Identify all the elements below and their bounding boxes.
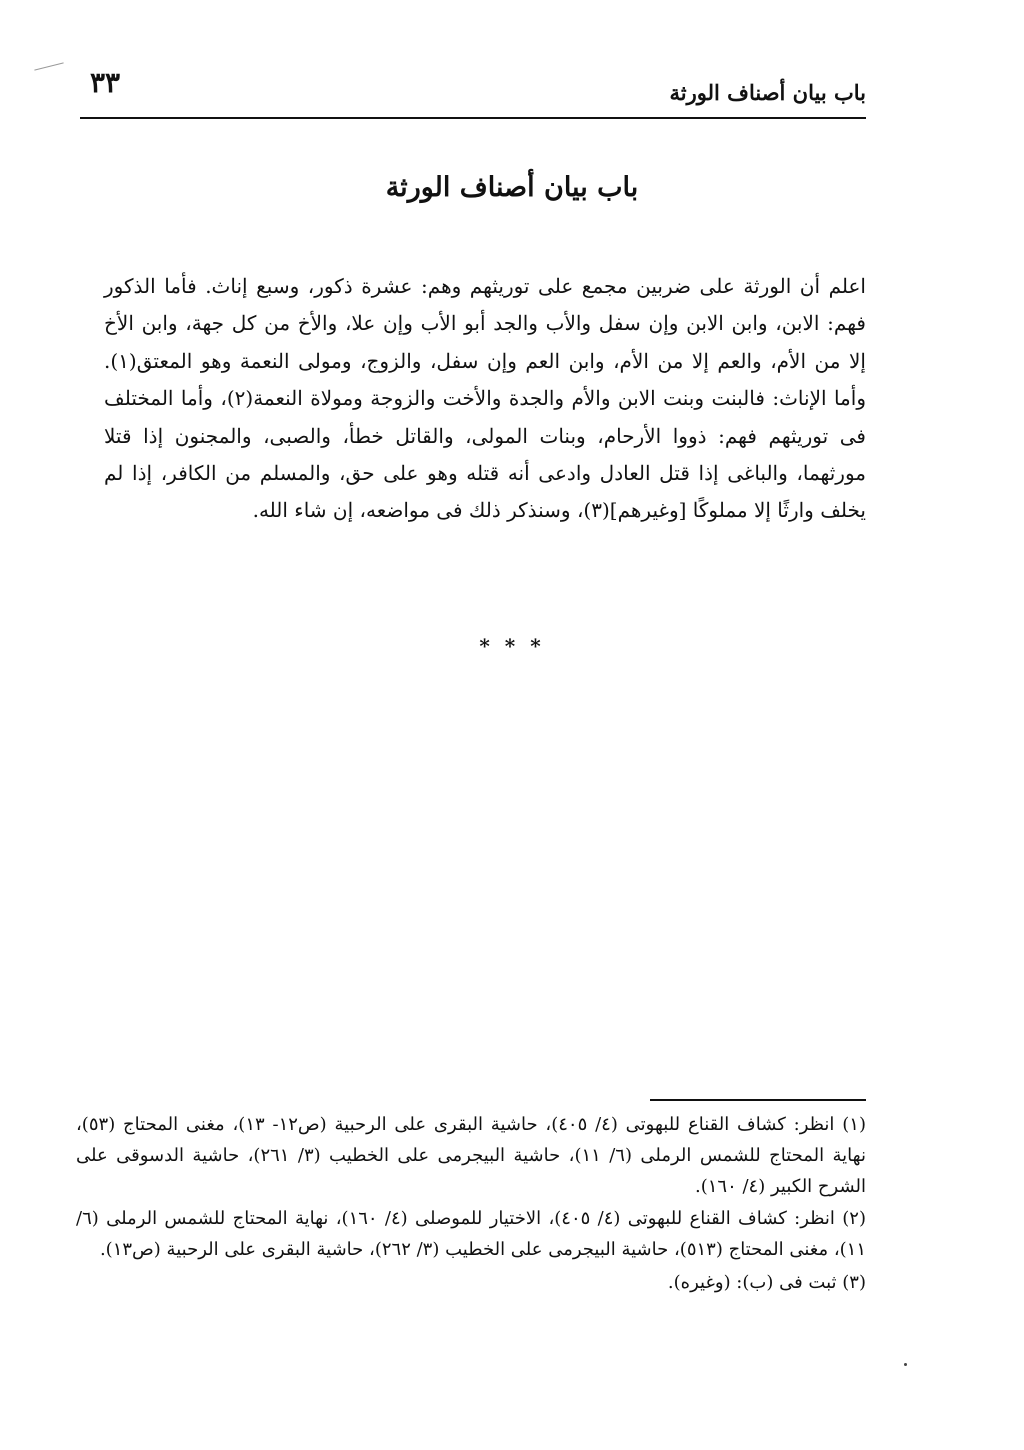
footnote-3 — [76, 1268, 866, 1299]
chapter-title: باب بيان أصناف الورثة — [385, 172, 639, 203]
scan-mark — [34, 62, 63, 70]
running-title: باب بيان أصناف الورثة — [669, 80, 866, 105]
footnote-text: ثبت فى (ب): (وغيره). — [667, 1271, 837, 1293]
footnote-marker: (١) — [842, 1114, 866, 1135]
footnote-marker: (٢) — [842, 1208, 866, 1230]
footnote-marker: (٣) — [842, 1271, 866, 1293]
footnote-text: انظر: كشاف القناع للبهوتى (٤/ ٤٠٥)، الاختيار للموصلى (٤/ ١٦٠)، نهاية المحتاج للشمس الرملى (٦/ ١١)، مغنى المحتاج (٥١٣)، حاشية البيجرمى على الخطيب (٣/ ٢٦٢)، حاشية البقرى على الرحبية (ص١٣). — [76, 1208, 866, 1261]
section-end-stars: * * * — [479, 634, 545, 658]
page-number: ٣٣ — [90, 66, 121, 99]
footnote-2 — [76, 1204, 866, 1266]
body-paragraph: اعلم أن الورثة على ضربين مجمع على توريثهم وهم: عشرة ذكور، وسبع إناث. فأما الذكور فهم: الابن، وابن الابن وإن سفل والأب والجد أبو الأب وإن علا، والأخ من كل جهة، وابن الأخ إلا من الأم، والعم إلا من الأم، وابن العم وإن سفل، والزوج، ومولى النعمة وهو المعتق(١). وأما الإناث: فالبنت وبنت الابن والأم والجدة والأخت والزوجة ومولاة النعمة(٢)، وأما المختلف فى توريثهم فهم: ذووا الأرحام، وبنات المولى، والقاتل خطأ، والصبى، والمجنون إذا قتلا مورثهما، والباغى إذا قتل العادل وادعى أنه قتله وهو على حق، والمسلم من الكافر، إذا لم يخلف وارثًا إلا مملوكًا [وغيرهم](٣)، وسنذكر ذلك فى مواضعه، إن شاء الله. — [104, 274, 866, 523]
footnote-rule — [650, 1099, 866, 1101]
footnote-text: انظر: كشاف القناع للبهوتى (٤/ ٤٠٥)، حاشية البقرى على الرحبية (ص١٢- ١٣)، مغنى المحتاج (٥٣)، نهاية المحتاج للشمس الرملى (٦/ ١١)، حاشية البيجرمى على الخطيب (٣/ ٢٦١)، حاشية الدسوقى على الشرح الكبير (٤/ ١٦٠). — [76, 1114, 866, 1197]
header-rule — [80, 117, 866, 119]
scan-dot — [904, 1363, 907, 1366]
body-text — [104, 268, 866, 530]
footnote-1 — [76, 1110, 866, 1202]
footnotes — [76, 1110, 866, 1301]
